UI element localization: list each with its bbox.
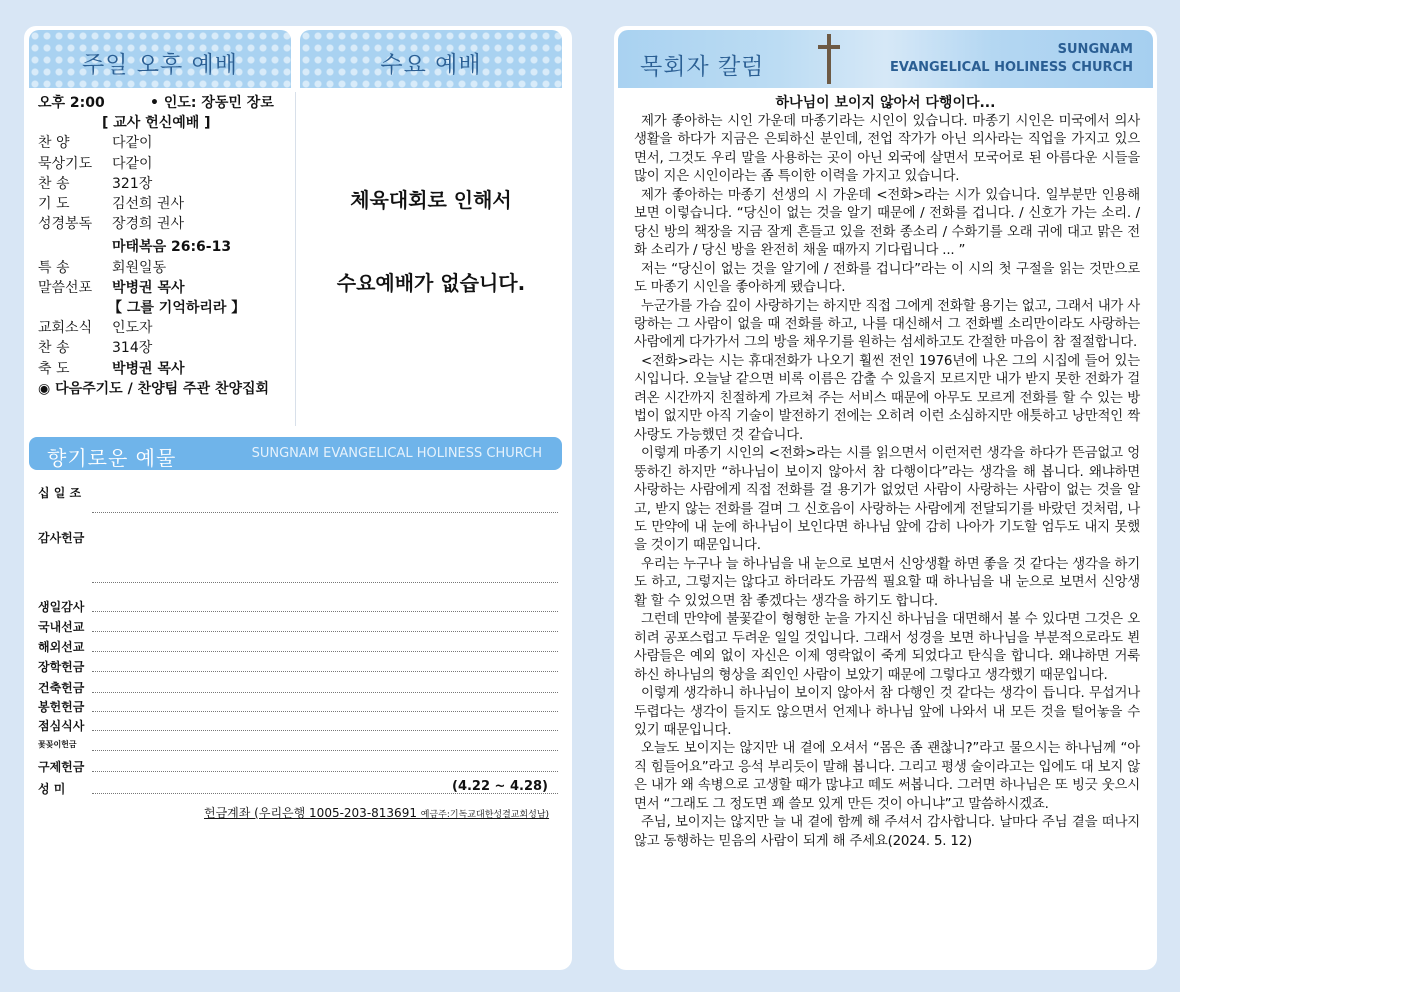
- order-value: 다같이: [112, 135, 153, 152]
- service-leader: • 인도: 장동민 장로: [150, 95, 274, 111]
- article-paragraph: <전화>라는 시는 휴대전화가 나오기 훨씬 전인 1976년에 나온 그의 시집에 들어 있는 시입니다. 오늘날 같으면 비록 이름은 감출 수 있을지 모르지만 내가 받지 못한 전화가 걸려온 시간까지 친절하게 가르쳐 주는 서비스 때문에 아무도 모르게 전화를 할 수 있는 방법이 없지만 아직 기술이 발전하기 전에는 오히려 이런 소심하지만 애틋하고 낭만적인 짝사랑도 가능했던 것 같습니다.: [634, 353, 1140, 443]
- pastor-column-header: [618, 30, 1153, 88]
- service-time-row: [38, 93, 288, 113]
- order-label: 찬 송: [38, 340, 70, 357]
- offering-item: 꽃꽂이헌금: [38, 740, 77, 749]
- offering-line: [92, 671, 558, 672]
- order-value: 김선희 권사: [112, 196, 185, 213]
- order-label: 특 송: [38, 259, 70, 276]
- offering-item: 구제헌금: [38, 760, 85, 774]
- order-row: [38, 338, 288, 358]
- order-value: 314장: [112, 340, 153, 357]
- afternoon-order: [38, 93, 288, 399]
- offering-line: [92, 692, 558, 693]
- next-week-note: ◉ 다음주기도 / 찬양팀 주관 찬양집회: [38, 380, 270, 397]
- order-label: 묵상기도: [38, 155, 93, 172]
- offering-item: 십 일 조: [38, 486, 82, 500]
- article-paragraph: 누군가를 가슴 깊이 사랑하기는 하지만 직접 그에게 전화할 용기는 없고, 그래서 내가 사랑하는 그 사람이 없을 때 전화를 하고, 나를 대신해서 그 전화벨 소리만이라도 사랑하는 사람에게 다가가서 그의 방을 채우기를 원하는 섬세하고도 간절한 마음이 참 절절합니다.: [634, 298, 1140, 351]
- wednesday-service-header: [300, 30, 562, 88]
- order-row: [38, 214, 288, 234]
- article-title: 하나님이 보이지 않아서 다행이다...: [775, 95, 996, 111]
- order-label: 성경봉독: [38, 216, 93, 233]
- offering-line: [92, 512, 558, 513]
- order-row: [38, 359, 288, 379]
- article-paragraph: 우리는 누구나 늘 하나님을 내 눈으로 보면서 신앙생활 하면 좋을 것 같다는 생각을 하기도 하고, 그렇지는 않다고 하더라도 가끔씩 필요할 때 하나님을 내 눈으로 보면서 신앙생활 할 수 있었으면 참 좋겠다는 생각을 하기도 합니다.: [634, 556, 1140, 609]
- cross-icon: [816, 32, 842, 86]
- pastor-column-title: 목회자 칼럼: [640, 54, 765, 80]
- offering-header: [29, 437, 562, 470]
- offering-period: (4.22 ~ 4.28): [452, 779, 548, 794]
- order-row: [38, 318, 288, 338]
- wednesday-message-line1: 체육대회로 인해서: [350, 188, 512, 212]
- account-holder: 예금주:기독교대한성결교회성남): [420, 810, 550, 820]
- offering-item: 점심식사: [38, 719, 85, 733]
- article-paragraph: 이렇게 마종기 시인의 <전화>라는 시를 읽으면서 이런저런 생각을 하다가 뜬금없고 엉뚱하긴 하지만 “하나님이 보이지 않아서 참 다행이다”라는 생각을 해 봅니다. 왜냐하면 사랑하는 사람에게 직접 전화를 걸 용기가 없었던 사람이 사랑하는 사람이 없는 것을 알고, 받지 않는 전화를 걸며 그 신호음이 사랑하는 사람에게 전달되기를 바랐던 것처럼, 나도 만약에 내 눈에 하나님이 보인다면 하나님 앞에 감히 나아가 기도할 엄두도 내지 못했을 것이기 때문입니다.: [634, 446, 1140, 554]
- service-subtitle: [ 교사 헌신예배 ]: [102, 115, 211, 132]
- order-value: 321장: [112, 175, 153, 192]
- offering-item: 성 미: [38, 782, 66, 796]
- right-panel: [614, 26, 1157, 970]
- order-value: 박병권 목사: [112, 360, 185, 377]
- order-value: 다같이: [112, 155, 153, 172]
- article-body: [634, 113, 1140, 851]
- church-name-line1: SUNGNAM: [1057, 42, 1133, 57]
- order-row: [38, 258, 288, 278]
- order-label: 찬 양: [38, 135, 70, 152]
- order-row: [38, 174, 288, 194]
- column-divider: [295, 92, 296, 426]
- article-paragraph: 저는 “당신이 없는 것을 알기에 / 전화를 겁니다”라는 이 시의 첫 구절을 읽는 것만으로도 마종기 시인을 좋아하게 됐습니다.: [634, 261, 1140, 296]
- offering-line: [92, 631, 558, 632]
- order-value: 장경희 권사: [112, 216, 185, 233]
- offering-item: 장학헌금: [38, 660, 85, 674]
- afternoon-service-header: [29, 30, 291, 88]
- offering-line: [92, 750, 558, 751]
- article-paragraph: 주님, 보이지는 않지만 늘 내 곁에 함께 해 주셔서 감사합니다. 날마다 주님 곁을 떠나지 않고 동행하는 믿음의 사람이 되게 해 주세요(2024. 5. 12): [634, 815, 1140, 849]
- offering-item: 봉헌헌금: [38, 700, 85, 714]
- order-label: 축 도: [38, 360, 70, 377]
- order-row: [38, 194, 288, 214]
- order-row: [38, 154, 288, 174]
- offering-line: [92, 582, 558, 583]
- offering-line: [92, 730, 558, 731]
- sermon-title: 【 그를 기억하리라 】: [108, 300, 246, 317]
- offering-account: [204, 804, 549, 821]
- article-paragraph: 이렇게 생각하니 하나님이 보이지 않아서 참 다행인 것 같다는 생각이 듭니다. 무섭거나 두렵다는 생각이 들지도 않으면서 언제나 하나님 앞에 나와서 내 모든 것을 털어놓을 수 있기 때문입니다.: [634, 686, 1140, 738]
- order-label: 교회소식: [38, 320, 93, 337]
- order-row: [38, 133, 288, 153]
- offering-line: [92, 711, 558, 712]
- article-paragraph: 제가 좋아하는 마종기 선생의 시 가운데 <전화>라는 시가 있습니다. 일부분만 인용해 보면 이렇습니다. “당신이 없는 것을 알기 때문에 / 전화를 겁니다. / 신호가 가는 소리. / 당신 방의 책장을 지금 잘게 흔들고 있을 전화 종소리 / 수화기를 오래 귀에 대고 맑은 전화 소리가 / 당신 방을 완전히 채울 때까지 기다립니다 ... ”: [634, 187, 1140, 259]
- offering-item: 생일감사: [38, 600, 85, 614]
- offering-line: [92, 611, 558, 612]
- article-paragraph: 제가 좋아하는 시인 가운데 마종기라는 시인이 있습니다. 마종기 시인은 미국에서 의사 생활을 하다가 지금은 은퇴하신 분인데, 전업 작가가 아닌 의사라는 직업을 가지고 있으면서, 그것도 우리 말을 사용하는 곳이 아닌 외국에 살면서 모국어로 된 아름다운 시들을 많이 지은 시인이라는 좀 특이한 이력을 가지고 있습니다.: [634, 114, 1140, 185]
- order-value: 박병권 목사: [112, 279, 185, 296]
- wednesday-message-line2: 수요예배가 없습니다.: [336, 271, 526, 295]
- left-panel: [24, 26, 572, 970]
- article-paragraph: 오늘도 보이지는 않지만 내 곁에 오셔서 “몸은 좀 괜찮니?”라고 물으시는 하나님께 “아직 힘들어요”라고 응석 부리듯이 말해 봅니다. 그리고 평생 술이라고는 입에도 대 보지 않은 내가 왜 속병으로 고생할 때가 많냐고 떼도 써봅니다. 그러면 하나님은 또 빙긋 웃으시면서 “그래도 그 정도면 꽤 쓸모 있게 만든 것이 아니냐”고 말씀하시겠죠.: [634, 741, 1140, 812]
- church-name-line2: EVANGELICAL HOLINESS CHURCH: [890, 60, 1133, 75]
- wednesday-service-title: 수요 예배: [380, 52, 482, 78]
- order-label: 말씀선포: [38, 279, 93, 296]
- offering-item: 건축헌금: [38, 681, 85, 695]
- offering-line: [92, 651, 558, 652]
- scripture-reference: 마태복음 26:6-13: [112, 239, 232, 256]
- afternoon-service-title: 주일 오후 예배: [82, 52, 238, 78]
- order-label: 기 도: [38, 196, 70, 213]
- offering-church-name: SUNGNAM EVANGELICAL HOLINESS CHURCH: [251, 446, 542, 461]
- offering-item: 감사헌금: [38, 531, 85, 545]
- offering-line: [92, 771, 558, 772]
- article-paragraph: 그런데 만약에 불꽃같이 형형한 눈을 가지신 하나님을 대면해서 볼 수 있다면 그것은 오히려 공포스럽고 두려운 일일 것입니다. 그래서 성경을 보면 하나님을 부분적으로라도 뵌 사람들은 예외 없이 자신은 이제 영락없이 죽게 되었다고 탄식을 합니다. 왜냐하면 거룩하신 하나님의 형상을 죄인인 사람이 보았기 때문에 그렇다고 생각했기 때문입니다.: [634, 612, 1140, 683]
- offering-item: 국내선교: [38, 620, 85, 634]
- account-number: 헌금계좌 (우리은행 1005-203-813691: [204, 806, 417, 820]
- offering-item: 해외선교: [38, 640, 85, 654]
- order-value: 회원일동: [112, 259, 167, 276]
- offering-title: 향기로운 예물: [47, 446, 177, 470]
- order-value: 인도자: [112, 320, 153, 337]
- order-label: 찬 송: [38, 175, 70, 192]
- service-time: 오후 2:00: [38, 95, 105, 111]
- order-row: [38, 278, 288, 298]
